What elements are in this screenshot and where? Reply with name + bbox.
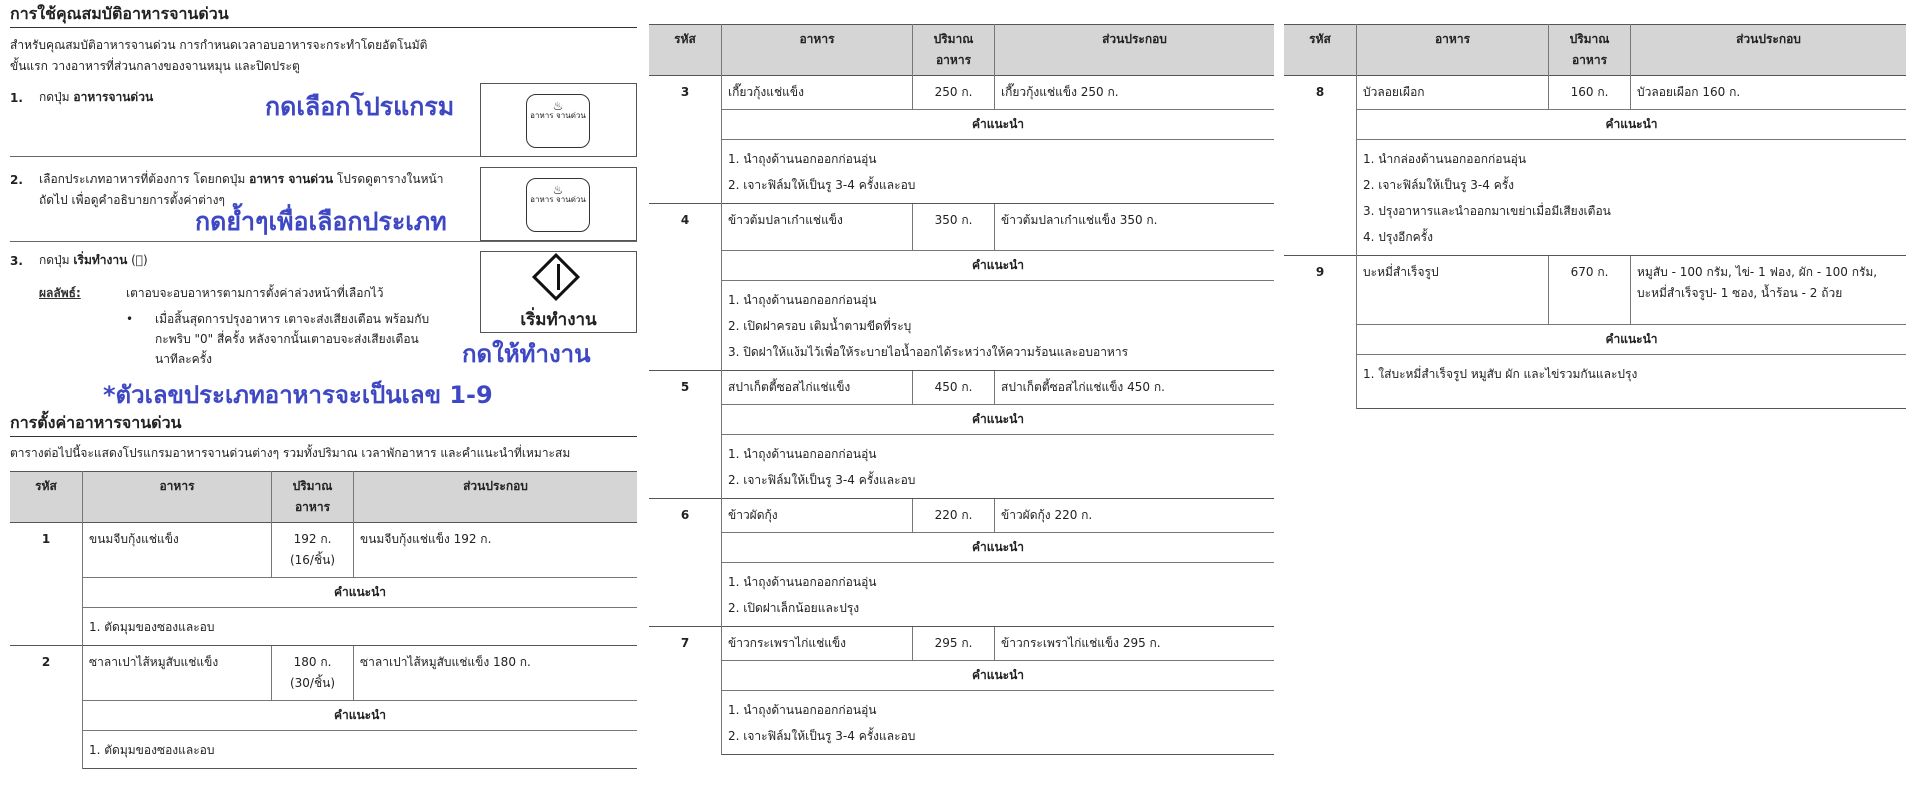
code-cell: 5 [649, 371, 722, 499]
instruction-row [649, 140, 1274, 204]
table-row [1284, 76, 1906, 110]
header-code: รหัส [10, 472, 83, 523]
instruction-cell [83, 731, 638, 769]
result-label: ผลลัพธ์: [39, 286, 81, 300]
instruction-header-row [649, 110, 1274, 140]
instruction-line: 2. เจาะฟิล์มให้เป็นรู 3-4 ครั้ง [1363, 178, 1515, 192]
bullet-dot: • [126, 312, 134, 326]
start-icon-label: เริ่มทำงาน [520, 310, 597, 330]
intro-line-1: สำหรับคุณสมบัติอาหารจานด่วน การกำหนดเวลาอบอาหารจะกระทำโดยอัตโนมัติ [10, 38, 428, 52]
instruction-header-row [1284, 110, 1906, 140]
bullet-line-1: เมื่อสิ้นสุดการปรุงอาหาร เตาจะส่งเสียงเตือน พร้อมกับ [155, 312, 430, 326]
instruction-line: 1. นำถุงด้านนอกออกก่อนอุ่น [728, 703, 877, 717]
table-row [649, 499, 1274, 533]
ingredients-cell: บัวลอยเผือก 160 ก. [1631, 76, 1907, 110]
instruction-line: 3. ปรุงอาหารและนำออกมาเขย่าเมื่อมีเสียงเตือน [1363, 204, 1611, 218]
qty-value: 180 ก. [293, 655, 332, 669]
note-food-number-range: *ตัวเลขประเภทอาหารจะเป็นเลข 1-9 [103, 381, 493, 409]
ingredients-cell: ขนมจีบกุ้งแช่แข็ง 192 ก. [354, 523, 638, 578]
food-cell: ข้าวต้มปลาเก๋าแช่แข็ง [722, 204, 913, 251]
qty-pieces: (16/ชิ้น) [289, 553, 336, 567]
instruction-header: คำแนะนำ [1357, 325, 1907, 355]
instruction-row [649, 691, 1274, 755]
step-3 [10, 242, 637, 370]
instruction-header-row [649, 405, 1274, 435]
instruction-cell [722, 281, 1275, 371]
overlay-select-program: กดเลือกโปรแกรม [265, 92, 455, 121]
code-cell: 6 [649, 499, 722, 627]
table-row [10, 523, 637, 578]
table-row [1284, 256, 1906, 325]
table-header-row [649, 25, 1274, 76]
instruction-cell [722, 140, 1275, 204]
qty-cell: 450 ก. [913, 371, 995, 405]
food-cell: ข้าวกระเพราไก่แช่แข็ง [722, 627, 913, 661]
header-ingredients: ส่วนประกอบ [995, 25, 1275, 76]
start-button-figure [480, 251, 637, 333]
header-qty [272, 472, 354, 523]
instruction-header: คำแนะนำ [83, 701, 638, 731]
instruction-line: 1. ตัดมุมของซองและอบ [89, 620, 215, 634]
ingredients-line-2: บะหมี่สำเร็จรูป- 1 ซอง, น้ำร้อน - 2 ถ้วย [1637, 286, 1843, 300]
overlay-press-start: กดให้ทำงาน [462, 340, 591, 368]
code-cell: 2 [10, 646, 83, 769]
result-text: เตาอบจะอบอาหารตามการตั้งค่าล่วงหน้าที่เลือกไว้ [126, 286, 384, 300]
instruction-cell [1357, 355, 1907, 409]
instruction-line: 4. ปรุงอีกครั้ง [1363, 230, 1433, 244]
table-row [649, 204, 1274, 251]
quick-meal-button-figure-2 [480, 167, 637, 241]
step-2 [10, 157, 637, 242]
instruction-header: คำแนะนำ [83, 578, 638, 608]
food-cell: ข้าวผัดกุ้ง [722, 499, 913, 533]
bullet-line-2: กะพริบ "0" สี่ครั้ง หลังจากนั้นเตาอบจะส่งเสียงเตือน [155, 332, 419, 346]
ingredients-cell: เกี๊ยวกุ้งแช่แข็ง 250 ก. [995, 76, 1275, 110]
step-2-post: โปรดดูตารางในหน้า [333, 172, 444, 186]
instruction-header: คำแนะนำ [722, 251, 1275, 281]
quick-meal-button-icon [526, 178, 590, 232]
start-bar-icon [557, 264, 560, 290]
header-ingredients: ส่วนประกอบ [1631, 25, 1907, 76]
table-row [649, 76, 1274, 110]
step-2-pre: เลือกประเภทอาหารที่ต้องการ โดยกดปุ่ม [39, 172, 250, 186]
step-3-post: (⃟) [127, 253, 148, 267]
step-1 [10, 81, 637, 157]
step-2-number: 2. [10, 173, 23, 187]
quick-meal-button-figure-1 [480, 83, 637, 157]
steam-dish-icon: ♨ [552, 99, 564, 113]
instruction-cell [83, 608, 638, 646]
step-1-pre: กดปุ่ม [39, 90, 74, 104]
header-qty-1: ปริมาณ [292, 479, 333, 493]
menu-table-2 [649, 24, 1274, 755]
header-food: อาหาร [1357, 25, 1549, 76]
step-1-bold: อาหารจานด่วน [73, 90, 154, 104]
table-row [649, 627, 1274, 661]
instruction-header: คำแนะนำ [722, 110, 1275, 140]
instruction-line: 3. ปิดฝาให้แง้มไว้เพื่อให้ระบายไอน้ำออกได้ระหว่างให้ความร้อนและอบอาหาร [728, 345, 1129, 359]
ingredients-cell: ข้าวผัดกุ้ง 220 ก. [995, 499, 1275, 533]
menu-table-3 [1284, 24, 1906, 409]
qty-cell: 295 ก. [913, 627, 995, 661]
instruction-line: 2. เปิดฝาครอบ เติมน้ำตามขีดที่ระบุ [728, 319, 912, 333]
table-header-row [1284, 25, 1906, 76]
instruction-header-row [10, 578, 637, 608]
instruction-line: 1. นำถุงด้านนอกออกก่อนอุ่น [728, 152, 877, 166]
instruction-cell [722, 691, 1275, 755]
ingredients-cell: สปาเก็ตตี้ซอสไก่แช่แข็ง 450 ก. [995, 371, 1275, 405]
code-cell: 1 [10, 523, 83, 646]
middle-column [649, 24, 1274, 755]
header-ingredients: ส่วนประกอบ [354, 472, 638, 523]
code-cell: 3 [649, 76, 722, 204]
header-qty-2: อาหาร [1571, 53, 1608, 67]
ingredients-cell [1631, 256, 1907, 325]
instruction-header: คำแนะนำ [1357, 110, 1907, 140]
instruction-header: คำแนะนำ [722, 661, 1275, 691]
ingredients-line-1: หมูสับ - 100 กรัม, ไข่- 1 ฟอง, ผัก - 100 กรัม, [1637, 265, 1878, 279]
instruction-line: 2. เจาะฟิล์มให้เป็นรู 3-4 ครั้งและอบ [728, 473, 916, 487]
header-qty-2: อาหาร [294, 500, 331, 514]
header-qty-1: ปริมาณ [1569, 32, 1610, 46]
instruction-line: 1. นำถุงด้านนอกออกก่อนอุ่น [728, 293, 877, 307]
header-qty-2: อาหาร [935, 53, 972, 67]
ingredients-cell: ซาลาเปาไส้หมูสับแช่แข็ง 180 ก. [354, 646, 638, 701]
instruction-row [1284, 355, 1906, 409]
code-cell: 7 [649, 627, 722, 755]
instruction-line: 2. เจาะฟิล์มให้เป็นรู 3-4 ครั้งและอบ [728, 178, 916, 192]
instruction-header: คำแนะนำ [722, 533, 1275, 563]
qty-cell: 220 ก. [913, 499, 995, 533]
section-title-settings: การตั้งค่าอาหารจานด่วน [10, 409, 637, 437]
instruction-header-row [1284, 325, 1906, 355]
qty-cell: 250 ก. [913, 76, 995, 110]
code-cell: 9 [1284, 256, 1357, 409]
instruction-line: 2. เจาะฟิล์มให้เป็นรู 3-4 ครั้งและอบ [728, 729, 916, 743]
right-column [1284, 24, 1906, 409]
code-cell: 8 [1284, 76, 1357, 256]
instruction-row [649, 281, 1274, 371]
start-diamond-icon [532, 253, 580, 301]
instruction-cell [722, 435, 1275, 499]
header-qty [913, 25, 995, 76]
qty-cell: 670 ก. [1549, 256, 1631, 325]
table-row [10, 646, 637, 701]
instruction-line: 1. ใส่บะหมี่สำเร็จรูป หมูสับ ผัก และไข่รวมกันและปรุง [1363, 367, 1638, 381]
bullet-line-3: นาทีละครั้ง [155, 352, 212, 366]
instruction-header-row [649, 661, 1274, 691]
overlay-press-repeat: กดย้ำๆเพื่อเลือกประเภท [195, 207, 447, 236]
intro-text [10, 35, 637, 77]
quick-meal-icon-label: อาหาร จานด่วน [530, 111, 586, 120]
header-food: อาหาร [722, 25, 913, 76]
instruction-row [10, 608, 637, 646]
quick-meal-button-icon [526, 94, 590, 148]
quick-meal-icon-label: อาหาร จานด่วน [530, 195, 586, 204]
intro-line-2: ขั้นแรก วางอาหารที่ส่วนกลางของจานหมุน และปิดประตู [10, 59, 300, 73]
step-3-pre: กดปุ่ม [39, 253, 74, 267]
instruction-row [1284, 140, 1906, 256]
step-1-number: 1. [10, 91, 23, 105]
step-2-line-2: ถัดไป เพื่อดูคำอธิบายการตั้งค่าต่างๆ [39, 193, 225, 207]
step-1-text [39, 87, 153, 108]
section-title-usage: การใช้คุณสมบัติอาหารจานด่วน [10, 0, 637, 28]
bullet-text [155, 309, 429, 369]
instruction-line: 1. นำกล่องด้านนอกออกก่อนอุ่น [1363, 152, 1527, 166]
header-food: อาหาร [83, 472, 272, 523]
instruction-cell [722, 563, 1275, 627]
qty-cell: 350 ก. [913, 204, 995, 251]
instruction-row [649, 563, 1274, 627]
settings-intro: ตารางต่อไปนี้จะแสดงโปรแกรมอาหารจานด่วนต่างๆ รวมทั้งปริมาณ เวลาพักอาหาร และคำแนะนำที่เหมาะสม [10, 446, 571, 460]
header-qty-1: ปริมาณ [933, 32, 974, 46]
food-cell: บะหมี่สำเร็จรูป [1357, 256, 1549, 325]
step-3-bold: เริ่มทำงาน [73, 253, 128, 267]
instruction-header-row [10, 701, 637, 731]
table-header-row [10, 472, 637, 523]
qty-cell [272, 523, 354, 578]
code-cell: 4 [649, 204, 722, 371]
instruction-line: 1. ตัดมุมของซองและอบ [89, 743, 215, 757]
steam-dish-icon: ♨ [552, 183, 564, 197]
header-code: รหัส [1284, 25, 1357, 76]
instruction-line: 1. นำถุงด้านนอกออกก่อนอุ่น [728, 575, 877, 589]
step-3-number: 3. [10, 254, 23, 268]
qty-cell [272, 646, 354, 701]
header-qty [1549, 25, 1631, 76]
instruction-line: 2. เปิดฝาเล็กน้อยและปรุง [728, 601, 860, 615]
food-cell: เกี๊ยวกุ้งแช่แข็ง [722, 76, 913, 110]
ingredients-cell: ข้าวกระเพราไก่แช่แข็ง 295 ก. [995, 627, 1275, 661]
food-cell: สปาเก็ตตี้ซอสไก่แช่แข็ง [722, 371, 913, 405]
ingredients-cell: ข้าวต้มปลาเก๋าแช่แข็ง 350 ก. [995, 204, 1275, 251]
food-cell: บัวลอยเผือก [1357, 76, 1549, 110]
qty-pieces: (30/ชิ้น) [289, 676, 336, 690]
instruction-row [649, 435, 1274, 499]
instruction-header: คำแนะนำ [722, 405, 1275, 435]
food-cell: ซาลาเปาไส้หมูสับแช่แข็ง [83, 646, 272, 701]
instruction-row [10, 731, 637, 769]
instruction-header-row [649, 251, 1274, 281]
food-cell: ขนมจีบกุ้งแช่แข็ง [83, 523, 272, 578]
qty-value: 192 ก. [293, 532, 332, 546]
menu-table-1 [10, 471, 637, 769]
instruction-line: 1. นำถุงด้านนอกออกก่อนอุ่น [728, 447, 877, 461]
left-column [10, 0, 637, 769]
header-code: รหัส [649, 25, 722, 76]
step-3-text [39, 251, 148, 270]
step-2-bold: อาหาร จานด่วน [249, 172, 334, 186]
table-row [649, 371, 1274, 405]
instruction-header-row [649, 533, 1274, 563]
instruction-cell [1357, 140, 1907, 256]
qty-cell: 160 ก. [1549, 76, 1631, 110]
